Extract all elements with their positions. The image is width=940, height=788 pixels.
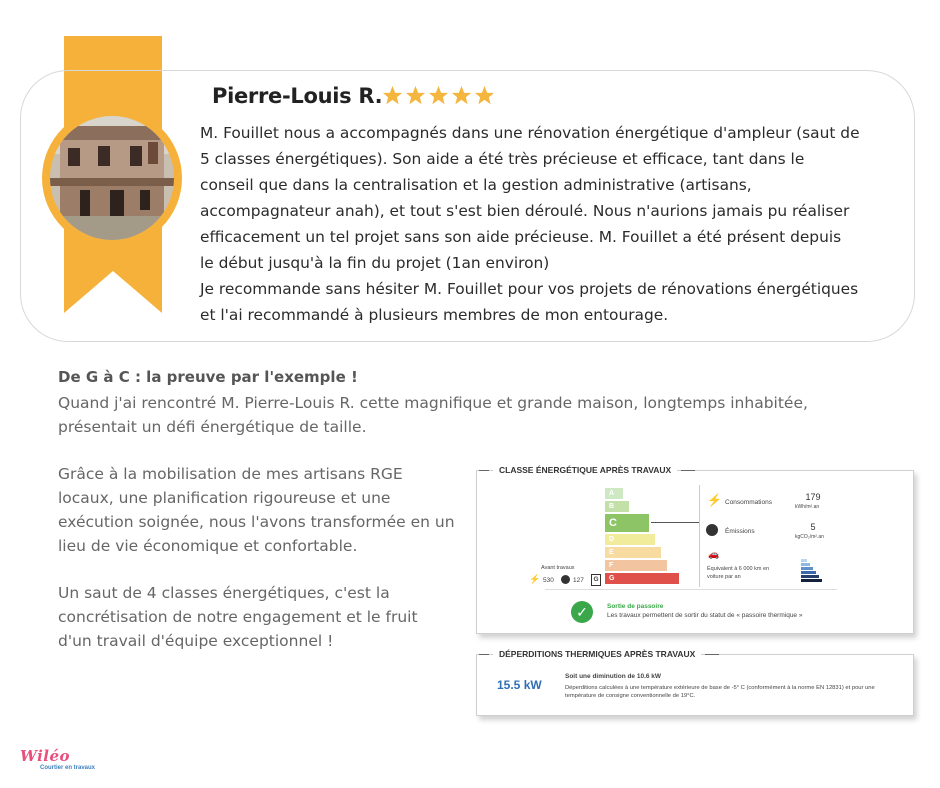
- consommations-unit: kWh/m².an: [795, 504, 820, 510]
- deperditions-panel-title: DÉPERDITIONS THERMIQUES APRÈS TRAVAUX: [493, 649, 701, 659]
- class-bar-c: C: [605, 514, 649, 532]
- class-bar-d: D: [605, 534, 655, 545]
- review-line: M. Fouillet nous a accompagnés dans une rénovation énergétique d'ampleur (saut de: [200, 124, 860, 142]
- review-text: [200, 120, 905, 328]
- divider-horizontal: [545, 589, 837, 590]
- mobilisation-paragraph: Grâce à la mobilisation de mes artisans RGE locaux, une planification rigoureuse et une exécution soignée, nous l'avons transformée en un lieu de vie économique et confortable.: [58, 465, 455, 555]
- intro-paragraph: Quand j'ai rencontré M. Pierre-Louis R. cette magnifique et grande maison, longtemps inhabitée, présentait un défi énergétique de taille.: [58, 394, 808, 436]
- review-line: Je recommande sans hésiter M. Fouillet pour vos projets de rénovations énergétiques: [200, 280, 859, 298]
- lightning-icon: ⚡: [529, 574, 541, 584]
- review-line: et l'ai recommandé à plusieurs membres de mon entourage.: [200, 306, 669, 324]
- logo-tagline: Courtier en travaux: [40, 765, 96, 771]
- review-line: conseil que dans la centralisation et la gestion administrative (artisans,: [200, 176, 752, 194]
- deperditions-value: 15.5 kW: [497, 678, 542, 692]
- deperditions-diminution: Soit une diminution de 10.6 kW: [565, 673, 662, 680]
- co2-icon: [706, 524, 718, 536]
- star-icon: [428, 85, 449, 106]
- before-label: Avant travaux: [541, 565, 575, 571]
- passoire-text: Les travaux permettent de sortir du statut de « passoire thermique »: [607, 612, 803, 619]
- before-emissions: 127: [573, 577, 584, 584]
- car-icon: 🚗: [708, 549, 720, 559]
- class-bar-b: B: [605, 501, 629, 512]
- star-icon: [382, 85, 403, 106]
- rating-stars: [382, 85, 495, 106]
- logo-brand: Wiléo: [20, 747, 71, 765]
- before-consumption: 530: [543, 577, 554, 584]
- reviewer-name: Pierre-Louis R.: [212, 84, 383, 108]
- star-icon: [451, 85, 472, 106]
- class-bar-e: E: [605, 547, 661, 558]
- deperditions-panel: [476, 649, 914, 716]
- class-bar-g: G: [605, 573, 679, 584]
- class-c-connector: [651, 522, 699, 523]
- wileo-logo: [20, 747, 96, 771]
- passoire-title: Sortie de passoire: [607, 603, 664, 610]
- emissions-value: 5: [810, 522, 816, 532]
- emissions-unit: kgCO₂/m².an: [795, 534, 824, 540]
- before-class: G: [591, 574, 601, 586]
- class-bar-a: A: [605, 488, 623, 499]
- divider-vertical: [699, 485, 700, 587]
- saut-paragraph: Un saut de 4 classes énergétiques, c'est la concrétisation de notre engagement et le fruit d'un travail d'équipe exceptionnel !: [58, 584, 418, 650]
- deperditions-detail: Déperditions calculées à une température extérieure de base de -5° C (conformément à la norme EN 12831) et pour une température de consigne conventionnelle de 19°C.: [565, 685, 875, 699]
- check-icon: ✓: [571, 601, 593, 623]
- star-icon: [405, 85, 426, 106]
- review-line: 5 classes énergétiques). Son aide a été très précieuse et efficace, tant dans le: [200, 150, 805, 168]
- emissions-label: Émissions: [725, 528, 755, 535]
- review-line: le début jusqu'à la fin du projet (1an environ): [200, 254, 550, 272]
- dpe-panel: [476, 465, 914, 634]
- car-class-scale-icon: [799, 553, 829, 583]
- consommations-label: Consommations: [725, 499, 772, 506]
- class-bar-f: F: [605, 560, 667, 571]
- case-study-title: De G à C : la preuve par l'exemple !: [58, 368, 358, 386]
- equivalent-text: Équivalent à 6 000 km en voiture par an: [707, 566, 770, 580]
- consumption-icon: ⚡: [707, 493, 722, 507]
- co2-icon: [561, 575, 570, 584]
- star-icon: [474, 85, 495, 106]
- review-line: efficacement un tel projet sans son aide précieuse. M. Fouillet a été présent depuis: [200, 228, 842, 246]
- house-photo: [50, 116, 174, 240]
- dpe-panel-title: CLASSE ÉNERGÉTIQUE APRÈS TRAVAUX: [493, 465, 677, 475]
- consommations-value: 179: [805, 492, 821, 502]
- review-line: accompagnateur anah), et tout s'est bien déroulé. Nous n'aurions jamais pu réaliser: [200, 202, 850, 220]
